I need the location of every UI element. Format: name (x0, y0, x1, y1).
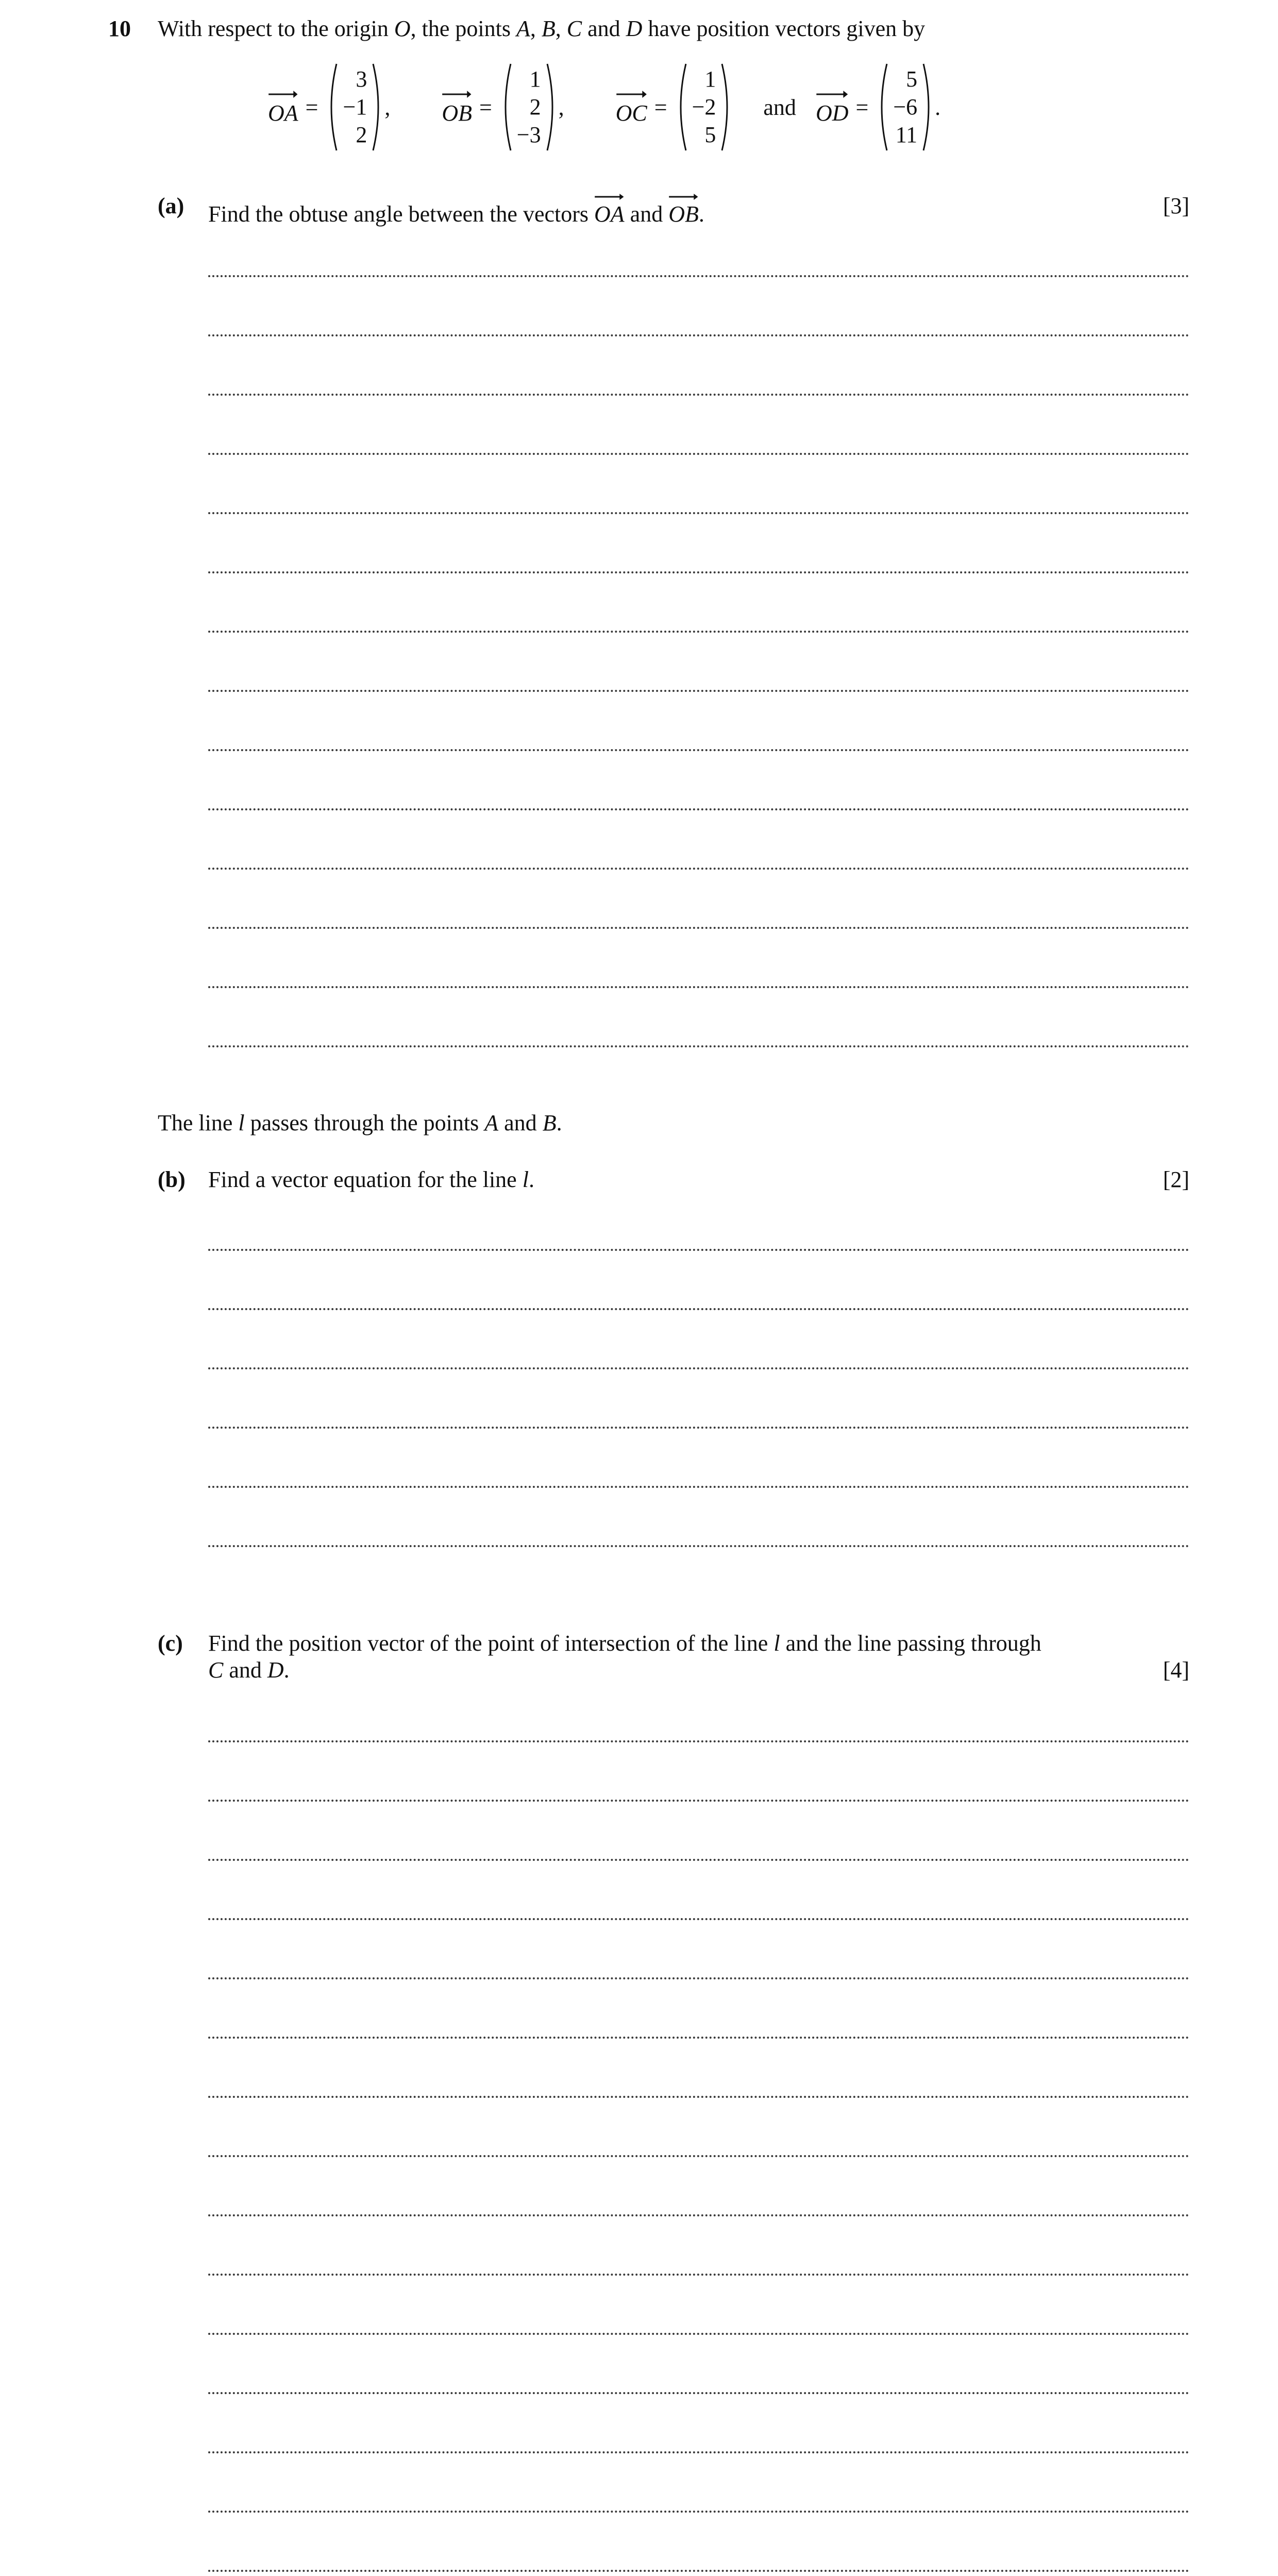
vector-od (816, 62, 940, 152)
vector-components (688, 65, 720, 149)
position-vectors (268, 56, 940, 159)
stem-text: , (555, 16, 567, 41)
answer-line[interactable] (208, 1545, 1189, 1547)
answer-line[interactable] (208, 1249, 1189, 1251)
vector-oc (616, 62, 734, 152)
answer-line[interactable] (208, 2333, 1189, 2335)
question-text: and (624, 201, 669, 227)
statement-point-b: B (542, 1110, 557, 1136)
vector-name (442, 89, 472, 126)
component: 1 (704, 66, 716, 92)
component: −6 (893, 94, 918, 120)
question-text: . (528, 1167, 534, 1192)
answer-line[interactable] (208, 927, 1189, 929)
question-text: . (698, 201, 704, 227)
vector-components (889, 65, 921, 149)
vector-arrow-icon (616, 89, 647, 100)
vector-ob (442, 62, 564, 152)
left-paren (325, 62, 339, 152)
vector-name-text: OD (815, 100, 849, 126)
answer-line[interactable] (208, 2451, 1189, 2453)
part-c-label: (c) (158, 1631, 183, 1656)
vector-name-text: OA (594, 201, 625, 227)
question-text: Find the position vector of the point of intersection of the line (208, 1631, 774, 1656)
statement-text: . (556, 1110, 562, 1136)
vector-name-text: OC (615, 100, 647, 126)
separator: , (384, 94, 391, 120)
answer-line[interactable] (208, 2155, 1189, 2157)
equals-sign: = (305, 94, 318, 120)
answer-line[interactable] (208, 749, 1189, 751)
vector-arrow-icon (442, 89, 472, 100)
statement-point-a: A (484, 1110, 499, 1136)
component: 1 (529, 66, 541, 92)
statement-text: passes through the points (244, 1110, 485, 1136)
answer-line[interactable] (208, 394, 1189, 396)
equals-sign: = (855, 94, 869, 120)
left-paren (675, 62, 688, 152)
point-d: D (267, 1657, 284, 1683)
question-text: Find a vector equation for the line (208, 1167, 523, 1192)
left-paren (876, 62, 889, 152)
vector-name (668, 193, 699, 227)
component: −1 (343, 94, 367, 120)
equals-sign: = (654, 94, 667, 120)
right-paren (921, 62, 935, 152)
answer-line[interactable] (208, 2392, 1189, 2394)
stem-point-c: C (566, 16, 582, 41)
left-paren (499, 62, 513, 152)
answer-line[interactable] (208, 275, 1189, 277)
vector-name (594, 193, 625, 227)
answer-line[interactable] (208, 1800, 1189, 1802)
separator: . (935, 94, 941, 120)
part-c-question-line2 (208, 1657, 290, 1683)
question-text: and (223, 1657, 267, 1683)
vector-components (339, 65, 371, 149)
line-statement (158, 1110, 562, 1136)
component: −3 (516, 122, 541, 147)
vector-name-text: OB (668, 201, 699, 227)
answer-line[interactable] (208, 1367, 1189, 1369)
point-c: C (208, 1657, 224, 1683)
answer-line[interactable] (208, 2274, 1189, 2276)
vector-name-text: OB (442, 100, 472, 126)
answer-line[interactable] (208, 2214, 1189, 2216)
stem-point-d: D (626, 16, 643, 41)
part-b-marks: [2] (1163, 1167, 1189, 1192)
answer-line[interactable] (208, 986, 1189, 988)
vector-name (616, 89, 647, 126)
answer-line[interactable] (208, 2096, 1189, 2098)
statement-text: and (498, 1110, 543, 1136)
component: 5 (906, 66, 918, 92)
vector-name (268, 89, 298, 126)
answer-line[interactable] (208, 571, 1189, 573)
vector-arrow-icon (816, 89, 849, 100)
answer-line[interactable] (208, 512, 1189, 514)
separator: , (558, 94, 564, 120)
question-number: 10 (108, 16, 131, 41)
answer-line[interactable] (208, 1486, 1189, 1488)
answer-line[interactable] (208, 690, 1189, 692)
vector-oa (268, 62, 390, 152)
vector-name (816, 89, 849, 126)
part-b-question (208, 1166, 534, 1193)
component: 11 (895, 122, 918, 147)
answer-line[interactable] (208, 1740, 1189, 1742)
stem-point-a: A (516, 16, 530, 41)
component: 2 (356, 122, 367, 147)
answer-line[interactable] (208, 1308, 1189, 1310)
answer-line[interactable] (208, 1427, 1189, 1429)
answer-line[interactable] (208, 2570, 1189, 2572)
question-text: Find the obtuse angle between the vectors (208, 201, 595, 227)
equals-sign: = (479, 94, 492, 120)
question-text: . (283, 1657, 290, 1683)
part-c-question-line1 (208, 1630, 1041, 1656)
vector-arrow-icon (268, 89, 298, 100)
line-l: l (773, 1631, 780, 1656)
component: 2 (529, 94, 541, 120)
part-c-marks: [4] (1163, 1657, 1189, 1683)
part-a-question (208, 193, 704, 227)
component: 5 (704, 122, 716, 147)
stem-text: , the points (410, 16, 516, 41)
question-stem (158, 15, 925, 42)
stem-text: , (530, 16, 542, 41)
vector-arrow-icon (594, 193, 625, 201)
answer-line[interactable] (208, 334, 1189, 336)
answer-line[interactable] (208, 1977, 1189, 1979)
right-paren (545, 62, 559, 152)
statement-line-l: l (238, 1110, 245, 1136)
answer-line[interactable] (208, 453, 1189, 455)
stem-text: and (582, 16, 626, 41)
vector-components (513, 65, 545, 149)
stem-text: have position vectors given by (642, 16, 926, 41)
part-b-label: (b) (158, 1167, 186, 1192)
question-text: and the line passing through (780, 1631, 1041, 1656)
answer-line[interactable] (208, 1859, 1189, 1861)
answer-line[interactable] (208, 1045, 1189, 1047)
stem-point-b: B (541, 16, 556, 41)
right-paren (371, 62, 384, 152)
line-l: l (522, 1167, 529, 1192)
part-a-label: (a) (158, 193, 184, 218)
answer-line[interactable] (208, 2511, 1189, 2513)
answer-line[interactable] (208, 808, 1189, 810)
vector-name-text: OA (268, 100, 298, 126)
stem-text: With respect to the origin (158, 16, 394, 41)
component: 3 (356, 66, 367, 92)
right-paren (720, 62, 733, 152)
and-word: and (763, 94, 796, 120)
vector-arrow-icon (668, 193, 699, 201)
stem-origin: O (394, 16, 411, 41)
answer-line[interactable] (208, 2037, 1189, 2039)
component: −2 (692, 94, 716, 120)
part-a-marks: [3] (1163, 193, 1189, 218)
answer-line[interactable] (208, 1918, 1189, 1920)
answer-line[interactable] (208, 631, 1189, 633)
answer-line[interactable] (208, 868, 1189, 870)
statement-text: The line (158, 1110, 239, 1136)
